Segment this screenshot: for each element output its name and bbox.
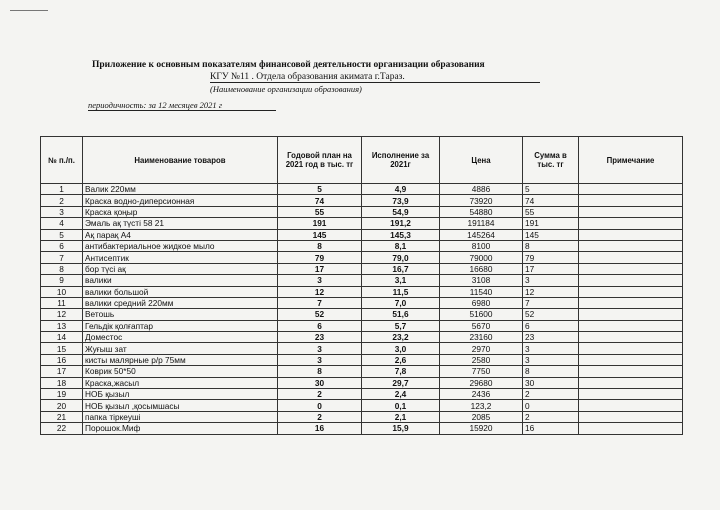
table-row [41,377,683,388]
cell-sum: 145 [523,229,579,240]
col-header-number: № п./п. [41,137,83,184]
cell-item-name: Доместос [83,332,278,343]
cell-item-name: Порошок.Миф [83,423,278,434]
cell-execution: 8,1 [362,240,440,251]
cell-item-name: папка тіркеуші [83,411,278,422]
col-header-name: Наименование товаров [83,137,278,184]
cell-sum: 3 [523,343,579,354]
cell-plan: 30 [278,377,362,388]
cell-number: 1 [41,184,83,195]
table-header-row [41,137,683,184]
cell-note [579,309,683,320]
cell-number: 11 [41,297,83,308]
cell-sum: 0 [523,400,579,411]
table-row [41,332,683,343]
cell-execution: 16,7 [362,263,440,274]
cell-price: 54880 [440,206,523,217]
cell-price: 145264 [440,229,523,240]
cell-plan: 17 [278,263,362,274]
cell-note [579,423,683,434]
cell-execution: 191,2 [362,218,440,229]
organization-name: КГУ №11 . Отдела образования акимата г.Тараз. [210,72,540,83]
cell-execution: 145,3 [362,229,440,240]
table-row [41,389,683,400]
cell-price: 2436 [440,389,523,400]
table-row [41,400,683,411]
cell-price: 79000 [440,252,523,263]
cell-price: 4886 [440,184,523,195]
cell-note [579,400,683,411]
table-row [41,297,683,308]
cell-number: 20 [41,400,83,411]
cell-sum: 55 [523,206,579,217]
cell-execution: 0,1 [362,400,440,411]
table-row [41,309,683,320]
cell-price: 11540 [440,286,523,297]
cell-item-name: валики средний 220мм [83,297,278,308]
cell-note [579,240,683,251]
cell-item-name: Гельдік қолғаптар [83,320,278,331]
cell-sum: 2 [523,389,579,400]
cell-execution: 3,0 [362,343,440,354]
cell-sum: 17 [523,263,579,274]
col-header-note: Примечание [579,137,683,184]
cell-number: 3 [41,206,83,217]
cell-number: 22 [41,423,83,434]
cell-plan: 52 [278,309,362,320]
table-row [41,263,683,274]
cell-number: 4 [41,218,83,229]
cell-item-name: Ақ парақ А4 [83,229,278,240]
cell-number: 8 [41,263,83,274]
cell-sum: 30 [523,377,579,388]
cell-execution: 7,0 [362,297,440,308]
table-row [41,343,683,354]
cell-sum: 23 [523,332,579,343]
cell-note [579,389,683,400]
cell-plan: 3 [278,343,362,354]
table-row [41,423,683,434]
cell-sum: 5 [523,184,579,195]
cell-item-name: Антисептик [83,252,278,263]
cell-plan: 191 [278,218,362,229]
cell-sum: 74 [523,195,579,206]
table-row [41,275,683,286]
cell-plan: 79 [278,252,362,263]
cell-item-name: Эмаль ақ түсті 58 21 [83,218,278,229]
cell-note [579,184,683,195]
cell-note [579,366,683,377]
cell-plan: 55 [278,206,362,217]
cell-price: 2085 [440,411,523,422]
cell-number: 13 [41,320,83,331]
cell-plan: 2 [278,389,362,400]
cell-execution: 4,9 [362,184,440,195]
cell-item-name: Краска водно-диперсионная [83,195,278,206]
cell-note [579,343,683,354]
document-title: Приложение к основным показателям финансовой деятельности организации образования [92,60,485,70]
cell-number: 18 [41,377,83,388]
cell-execution: 29,7 [362,377,440,388]
cell-number: 16 [41,354,83,365]
cell-price: 123,2 [440,400,523,411]
cell-price: 5670 [440,320,523,331]
cell-item-name: Коврик 50*50 [83,366,278,377]
cell-item-name: НОБ қызыл ,қосымшасы [83,400,278,411]
table-body [41,184,683,435]
cell-execution: 5,7 [362,320,440,331]
cell-price: 51600 [440,309,523,320]
col-header-execution: Исполнение за 2021г [362,137,440,184]
cell-number: 15 [41,343,83,354]
cell-number: 14 [41,332,83,343]
table-row [41,366,683,377]
cell-execution: 73,9 [362,195,440,206]
cell-plan: 6 [278,320,362,331]
cell-plan: 8 [278,366,362,377]
cell-number: 7 [41,252,83,263]
cell-price: 6980 [440,297,523,308]
cell-note [579,229,683,240]
table-row [41,411,683,422]
cell-price: 23160 [440,332,523,343]
table-row [41,218,683,229]
cell-item-name: антибактериальное жидкое мыло [83,240,278,251]
table-row [41,195,683,206]
cell-price: 2970 [440,343,523,354]
cell-plan: 12 [278,286,362,297]
cell-note [579,297,683,308]
cell-note [579,206,683,217]
cell-note [579,354,683,365]
cell-execution: 3,1 [362,275,440,286]
cell-price: 8100 [440,240,523,251]
cell-number: 17 [41,366,83,377]
cell-plan: 3 [278,354,362,365]
cell-plan: 5 [278,184,362,195]
cell-item-name: валики большой [83,286,278,297]
cell-sum: 52 [523,309,579,320]
cell-item-name: бор түсі ақ [83,263,278,274]
cell-plan: 3 [278,275,362,286]
cell-execution: 15,9 [362,423,440,434]
cell-note [579,411,683,422]
cell-execution: 2,1 [362,411,440,422]
table-row [41,206,683,217]
cell-execution: 2,4 [362,389,440,400]
cell-note [579,286,683,297]
cell-number: 5 [41,229,83,240]
cell-sum: 12 [523,286,579,297]
scan-edge-mark [10,10,48,11]
cell-item-name: валики [83,275,278,286]
table-row [41,240,683,251]
cell-price: 29680 [440,377,523,388]
cell-price: 2580 [440,354,523,365]
cell-note [579,252,683,263]
cell-price: 3108 [440,275,523,286]
cell-plan: 16 [278,423,362,434]
cell-sum: 7 [523,297,579,308]
cell-execution: 11,5 [362,286,440,297]
cell-item-name: Краска қоңыр [83,206,278,217]
cell-execution: 51,6 [362,309,440,320]
cell-number: 21 [41,411,83,422]
cell-sum: 16 [523,423,579,434]
cell-note [579,195,683,206]
cell-note [579,218,683,229]
cell-execution: 23,2 [362,332,440,343]
cell-note [579,263,683,274]
cell-item-name: Краска,жасыл [83,377,278,388]
cell-number: 12 [41,309,83,320]
organization-caption: (Наименование организации образования) [210,84,362,94]
cell-note [579,320,683,331]
periodicity-line: периодичность: за 12 месяцев 2021 г [88,100,276,111]
cell-execution: 79,0 [362,252,440,263]
table-row [41,354,683,365]
cell-number: 2 [41,195,83,206]
cell-note [579,275,683,286]
cell-price: 16680 [440,263,523,274]
cell-sum: 191 [523,218,579,229]
cell-sum: 2 [523,411,579,422]
cell-sum: 3 [523,354,579,365]
cell-plan: 8 [278,240,362,251]
cell-note [579,377,683,388]
col-header-sum: Сумма в тыс. тг [523,137,579,184]
col-header-plan: Годовой план на 2021 год в тыс. тг [278,137,362,184]
table-row [41,252,683,263]
cell-sum: 8 [523,366,579,377]
cell-number: 9 [41,275,83,286]
cell-number: 19 [41,389,83,400]
cell-price: 73920 [440,195,523,206]
cell-number: 6 [41,240,83,251]
cell-execution: 2,6 [362,354,440,365]
table-row [41,184,683,195]
cell-sum: 79 [523,252,579,263]
cell-item-name: Валик 220мм [83,184,278,195]
table-row [41,229,683,240]
cell-sum: 3 [523,275,579,286]
cell-plan: 145 [278,229,362,240]
cell-plan: 7 [278,297,362,308]
cell-sum: 8 [523,240,579,251]
cell-plan: 2 [278,411,362,422]
goods-table [40,136,683,435]
cell-sum: 6 [523,320,579,331]
cell-price: 15920 [440,423,523,434]
cell-execution: 54,9 [362,206,440,217]
cell-plan: 0 [278,400,362,411]
table-row [41,286,683,297]
cell-item-name: НОБ қызыл [83,389,278,400]
cell-item-name: Ветошь [83,309,278,320]
cell-plan: 74 [278,195,362,206]
cell-price: 191184 [440,218,523,229]
col-header-price: Цена [440,137,523,184]
cell-item-name: кисты малярные р/р 75мм [83,354,278,365]
cell-execution: 7,8 [362,366,440,377]
cell-note [579,332,683,343]
cell-number: 10 [41,286,83,297]
table-row [41,320,683,331]
cell-price: 7750 [440,366,523,377]
cell-plan: 23 [278,332,362,343]
cell-item-name: Жуғыш зат [83,343,278,354]
